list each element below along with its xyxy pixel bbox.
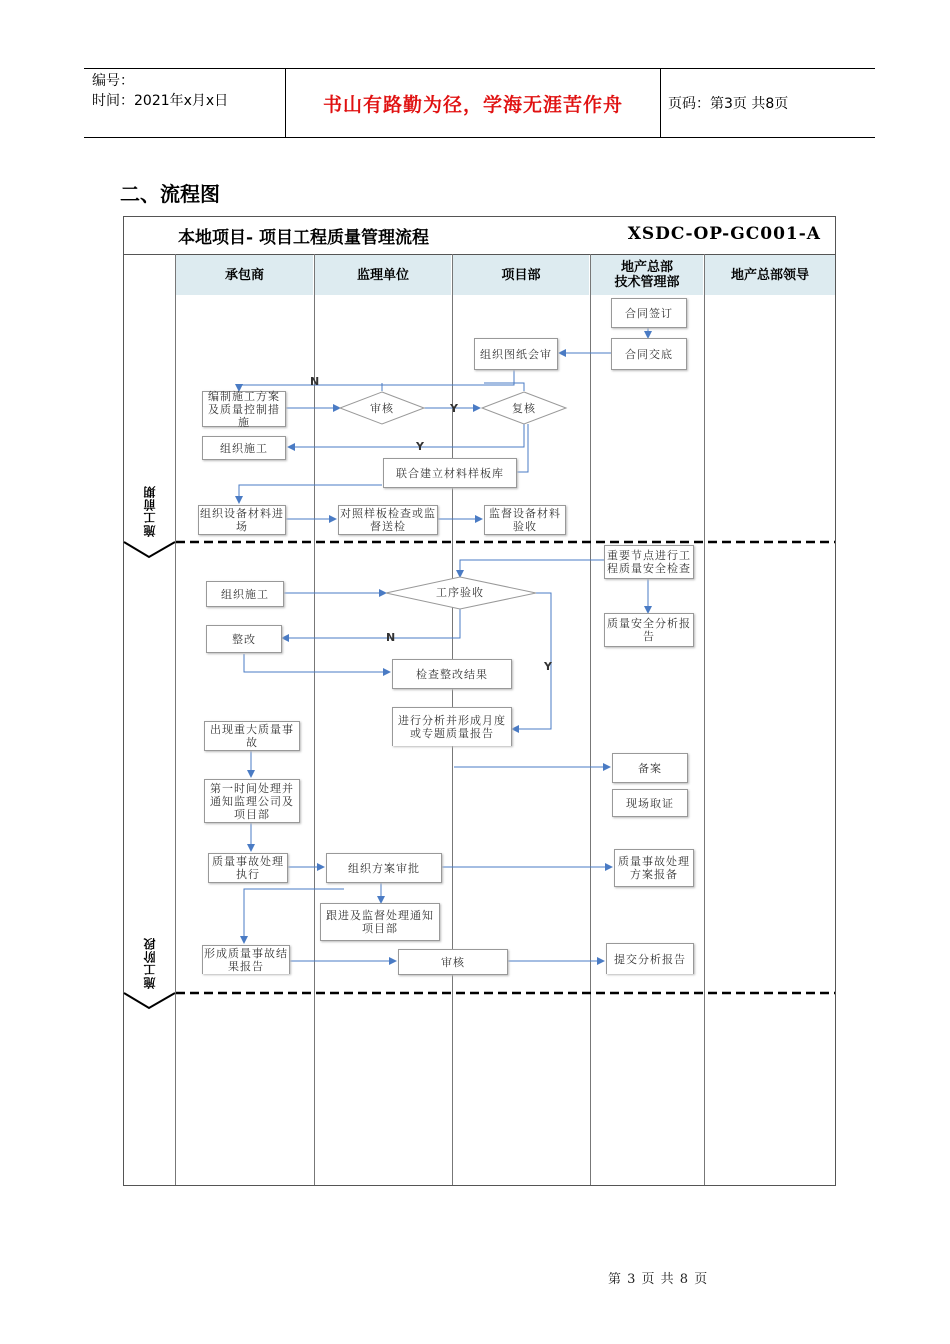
lane-header-tech-dept: 地产总部 技术管理部 xyxy=(591,255,703,295)
node-check-rectify: 检查整改结果 xyxy=(392,659,512,689)
header-divider xyxy=(660,69,661,137)
node-safety-report: 质量安全分析报告 xyxy=(604,613,694,647)
document-header xyxy=(84,68,875,138)
node-monthly-report: 进行分析并形成月度或专题质量报告 xyxy=(392,707,512,746)
label-no: N xyxy=(310,375,320,388)
node-sample-library: 联合建立材料样板库 xyxy=(383,458,517,488)
node-rectify: 整改 xyxy=(206,625,282,653)
node-review: 审核 xyxy=(370,401,394,415)
node-major-accident: 出现重大质量事故 xyxy=(204,721,300,751)
node-re-review: 复核 xyxy=(512,401,536,415)
node-plan-approve: 组织方案审批 xyxy=(326,853,442,883)
node-result-report: 形成质量事故结果报告 xyxy=(204,947,288,973)
node-supervise-acceptance: 监督设备材料验收 xyxy=(484,505,566,535)
node-material-entry: 组织设备材料进场 xyxy=(200,507,284,533)
node-submit-report: 提交分析报告 xyxy=(606,943,694,974)
node-prepare-plan: 编制施工方案及质量控制措施 xyxy=(202,391,286,427)
flowchart-title: 本地项目- 项目工程质量管理流程 xyxy=(178,228,429,248)
node-follow-supervise: 跟进及监督处理通知项目部 xyxy=(320,903,440,941)
node-organize-construction: 组织施工 xyxy=(202,436,286,460)
lane-header-leadership: 地产总部领导 xyxy=(705,255,835,295)
section-title: 二、流程图 xyxy=(120,182,220,206)
label-yes: Y xyxy=(450,402,458,415)
header-page-label: 页码：第3页 共8页 xyxy=(668,96,789,112)
node-process-acceptance: 工序验收 xyxy=(436,585,484,599)
page-footer: 第 3 页 共 8 页 xyxy=(608,1272,709,1287)
node-drawing-review: 组织图纸会审 xyxy=(474,338,558,370)
node-key-node-check: 重要节点进行工程质量安全检查 xyxy=(604,545,694,579)
lane-header-supervisor: 监理单位 xyxy=(315,255,451,295)
phase-label-pre: 施工前期 xyxy=(143,485,157,537)
header-motto: 书山有路勤为径，学海无涯苦作舟 xyxy=(322,93,623,116)
node-accident-plan: 质量事故处理方案报备 xyxy=(614,849,694,887)
node-organize-construction-2: 组织施工 xyxy=(206,581,284,607)
node-accident-execute: 质量事故处理执行 xyxy=(208,853,288,883)
lane-header-project-dept: 项目部 xyxy=(453,255,589,295)
number-label: 编号： xyxy=(92,73,134,89)
label-yes: Y xyxy=(416,440,424,453)
lane-header-contractor: 承包商 xyxy=(176,255,313,295)
node-contract-handover: 合同交底 xyxy=(611,338,687,370)
node-contract-sign: 合同签订 xyxy=(611,298,687,328)
node-first-notice: 第一时间处理并通知监理公司及项目部 xyxy=(204,779,300,823)
node-site-evidence: 现场取证 xyxy=(612,789,688,817)
node-review-2: 审核 xyxy=(398,949,508,975)
phase-label-construction: 施工阶段 xyxy=(143,937,157,989)
flowchart-code: XSDC-OP-GC001-A xyxy=(627,224,821,244)
label-yes: Y xyxy=(544,660,552,673)
node-record: 备案 xyxy=(612,753,688,783)
time-label: 时间：2021年x月x日 xyxy=(92,93,229,109)
node-check-sample: 对照样板检查或监督送检 xyxy=(340,507,436,533)
flowchart xyxy=(123,216,836,1186)
label-no: N xyxy=(386,631,396,644)
header-meta xyxy=(92,71,282,111)
